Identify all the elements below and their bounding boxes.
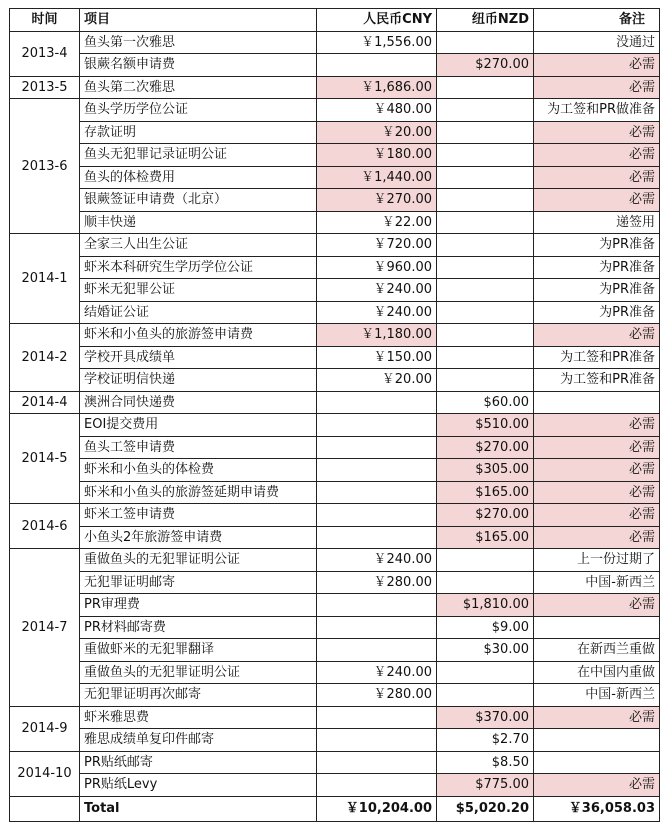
note-cell: 在新西兰重做 [534,639,660,662]
item-cell: 鱼头无犯罪记录证明公证 [80,144,317,167]
nzd-cell [437,571,534,594]
table-row [10,571,660,594]
cny-cell: ￥480.00 [317,99,437,122]
item-cell: 学校开具成绩单 [80,346,317,369]
item-cell: 无犯罪证明邮寄 [80,571,317,594]
nzd-cell [437,31,534,54]
note-cell [534,751,660,774]
nzd-cell: $305.00 [437,459,534,482]
date-cell: 2014-10 [10,751,80,796]
cny-cell [317,526,437,549]
date-cell: 2014-2 [10,324,80,392]
total-row [10,796,660,821]
table-row [10,414,660,437]
cny-cell: ￥720.00 [317,234,437,257]
note-cell: 为PR准备 [534,234,660,257]
note-cell: 没通过 [534,31,660,54]
cny-cell [317,639,437,662]
cny-cell [317,616,437,639]
note-cell: 必需 [534,504,660,527]
item-cell: 虾米本科研究生学历学位公证 [80,256,317,279]
item-cell: 重做虾米的无犯罪翻译 [80,639,317,662]
cny-cell [317,751,437,774]
nzd-cell [437,369,534,392]
nzd-cell [437,99,534,122]
item-cell: 鱼头工签申请费 [80,436,317,459]
cny-cell: ￥180.00 [317,144,437,167]
header-date: 时间 [10,9,80,32]
header-note: 备注 [534,9,660,32]
cny-cell: ￥1,556.00 [317,31,437,54]
cny-cell: ￥20.00 [317,121,437,144]
table-row [10,211,660,234]
item-cell: PR贴纸Levy [80,774,317,797]
date-cell: 2013-5 [10,76,80,99]
cny-cell [317,594,437,617]
item-cell: PR贴纸邮寄 [80,751,317,774]
item-cell: 虾米无犯罪公证 [80,279,317,302]
nzd-cell [437,256,534,279]
nzd-cell [437,166,534,189]
cny-cell: ￥240.00 [317,661,437,684]
table-row [10,436,660,459]
nzd-cell: $370.00 [437,706,534,729]
item-cell: 鱼头的体检费用 [80,166,317,189]
cny-cell [317,504,437,527]
table-row [10,189,660,212]
item-cell: 鱼头学历学位公证 [80,99,317,122]
nzd-cell: $30.00 [437,639,534,662]
item-cell: 全家三人出生公证 [80,234,317,257]
nzd-cell: $165.00 [437,526,534,549]
header-row [10,9,660,32]
item-cell: 顺丰快递 [80,211,317,234]
date-cell: 2013-4 [10,31,80,76]
item-cell: 结婚证公证 [80,301,317,324]
header-nzd: 纽币NZD [437,9,534,32]
note-cell [534,616,660,639]
item-cell: 无犯罪证明再次邮寄 [80,684,317,707]
nzd-cell: $2.70 [437,729,534,752]
note-cell: 必需 [534,166,660,189]
note-cell: 中国-新西兰 [534,684,660,707]
nzd-cell: $270.00 [437,54,534,77]
table-row [10,31,660,54]
table-row [10,639,660,662]
nzd-cell: $165.00 [437,481,534,504]
note-cell: 为PR准备 [534,256,660,279]
table-row [10,391,660,414]
table-row [10,504,660,527]
total-cny: ￥10,204.00 [317,796,437,821]
note-cell: 必需 [534,414,660,437]
expense-table-container [9,8,660,822]
table-row [10,256,660,279]
item-cell: 银蕨名额申请费 [80,54,317,77]
nzd-cell [437,211,534,234]
item-cell: 虾米和小鱼头的体检费 [80,459,317,482]
cny-cell [317,774,437,797]
nzd-cell: $510.00 [437,414,534,437]
date-cell: 2014-1 [10,234,80,324]
nzd-cell [437,549,534,572]
item-cell: 虾米雅思费 [80,706,317,729]
date-cell: 2014-4 [10,391,80,414]
note-cell: 必需 [534,706,660,729]
note-cell: 为工签和PR准备 [534,369,660,392]
table-row [10,774,660,797]
nzd-cell: $60.00 [437,391,534,414]
date-cell: 2014-9 [10,706,80,751]
table-row [10,324,660,347]
cny-cell: ￥1,440.00 [317,166,437,189]
cny-cell [317,54,437,77]
table-row [10,121,660,144]
nzd-cell [437,234,534,257]
note-cell: 必需 [534,189,660,212]
note-cell: 必需 [534,481,660,504]
date-cell: 2014-7 [10,549,80,707]
item-cell: PR审理费 [80,594,317,617]
note-cell: 必需 [534,54,660,77]
cny-cell: ￥1,180.00 [317,324,437,347]
header-item: 项目 [80,9,317,32]
item-cell: 银蕨签证申请费（北京） [80,189,317,212]
table-row [10,459,660,482]
item-cell: 存款证明 [80,121,317,144]
cny-cell: ￥1,686.00 [317,76,437,99]
nzd-cell [437,684,534,707]
date-cell: 2013-6 [10,99,80,234]
total-note: ￥36,058.03 [534,796,660,821]
table-row [10,54,660,77]
nzd-cell [437,324,534,347]
item-cell: 虾米工签申请费 [80,504,317,527]
cny-cell: ￥20.00 [317,369,437,392]
table-row [10,144,660,167]
item-cell: 学校证明信快递 [80,369,317,392]
nzd-cell [437,189,534,212]
header-cny: 人民币CNY [317,9,437,32]
total-nzd: $5,020.20 [437,796,534,821]
item-cell: 鱼头第二次雅思 [80,76,317,99]
table-row [10,684,660,707]
nzd-cell [437,301,534,324]
nzd-cell: $8.50 [437,751,534,774]
note-cell [534,391,660,414]
note-cell: 必需 [534,76,660,99]
cny-cell [317,706,437,729]
note-cell: 必需 [534,324,660,347]
cny-cell: ￥280.00 [317,684,437,707]
nzd-cell [437,279,534,302]
table-row [10,166,660,189]
table-row [10,369,660,392]
nzd-cell [437,76,534,99]
cny-cell: ￥280.00 [317,571,437,594]
nzd-cell [437,346,534,369]
cny-cell [317,729,437,752]
table-row [10,481,660,504]
note-cell: 为工签和PR做准备 [534,99,660,122]
note-cell: 必需 [534,526,660,549]
note-cell: 中国-新西兰 [534,571,660,594]
item-cell: PR材料邮寄费 [80,616,317,639]
note-cell: 必需 [534,121,660,144]
nzd-cell: $270.00 [437,436,534,459]
cny-cell: ￥270.00 [317,189,437,212]
note-cell: 递签用 [534,211,660,234]
table-row [10,234,660,257]
cny-cell: ￥960.00 [317,256,437,279]
note-cell: 必需 [534,594,660,617]
cny-cell [317,459,437,482]
item-cell: 澳洲合同快递费 [80,391,317,414]
table-row [10,99,660,122]
cny-cell [317,481,437,504]
note-cell: 必需 [534,774,660,797]
note-cell: 在中国内重做 [534,661,660,684]
note-cell: 必需 [534,436,660,459]
nzd-cell: $9.00 [437,616,534,639]
item-cell: 重做鱼头的无犯罪证明公证 [80,661,317,684]
table-row [10,729,660,752]
table-row [10,346,660,369]
expense-rows [10,31,660,796]
total-date-cell [10,796,80,821]
note-cell: 为工签和PR准备 [534,346,660,369]
note-cell: 必需 [534,144,660,167]
table-row [10,616,660,639]
table-row [10,706,660,729]
cny-cell: ￥240.00 [317,549,437,572]
cny-cell [317,391,437,414]
cny-cell: ￥240.00 [317,279,437,302]
nzd-cell [437,144,534,167]
cny-cell: ￥240.00 [317,301,437,324]
note-cell [534,729,660,752]
cny-cell [317,436,437,459]
item-cell: 鱼头第一次雅思 [80,31,317,54]
table-row [10,526,660,549]
item-cell: EOI提交费用 [80,414,317,437]
item-cell: 虾米和小鱼头的旅游签申请费 [80,324,317,347]
nzd-cell: $775.00 [437,774,534,797]
table-row [10,301,660,324]
note-cell: 为PR准备 [534,279,660,302]
nzd-cell: $270.00 [437,504,534,527]
cny-cell [317,414,437,437]
item-cell: 小鱼头2年旅游签申请费 [80,526,317,549]
note-cell: 为PR准备 [534,301,660,324]
item-cell: 雅思成绩单复印件邮寄 [80,729,317,752]
table-row [10,549,660,572]
date-cell: 2014-5 [10,414,80,504]
nzd-cell [437,661,534,684]
expense-table [9,8,660,822]
note-cell: 上一份过期了 [534,549,660,572]
total-label: Total [80,796,317,821]
cny-cell: ￥22.00 [317,211,437,234]
date-cell: 2014-6 [10,504,80,549]
item-cell: 重做鱼头的无犯罪证明公证 [80,549,317,572]
note-cell: 必需 [534,459,660,482]
cny-cell: ￥150.00 [317,346,437,369]
nzd-cell [437,121,534,144]
table-row [10,751,660,774]
table-row [10,594,660,617]
table-row [10,279,660,302]
nzd-cell: $1,810.00 [437,594,534,617]
table-row [10,661,660,684]
item-cell: 虾米和小鱼头的旅游签延期申请费 [80,481,317,504]
table-row [10,76,660,99]
